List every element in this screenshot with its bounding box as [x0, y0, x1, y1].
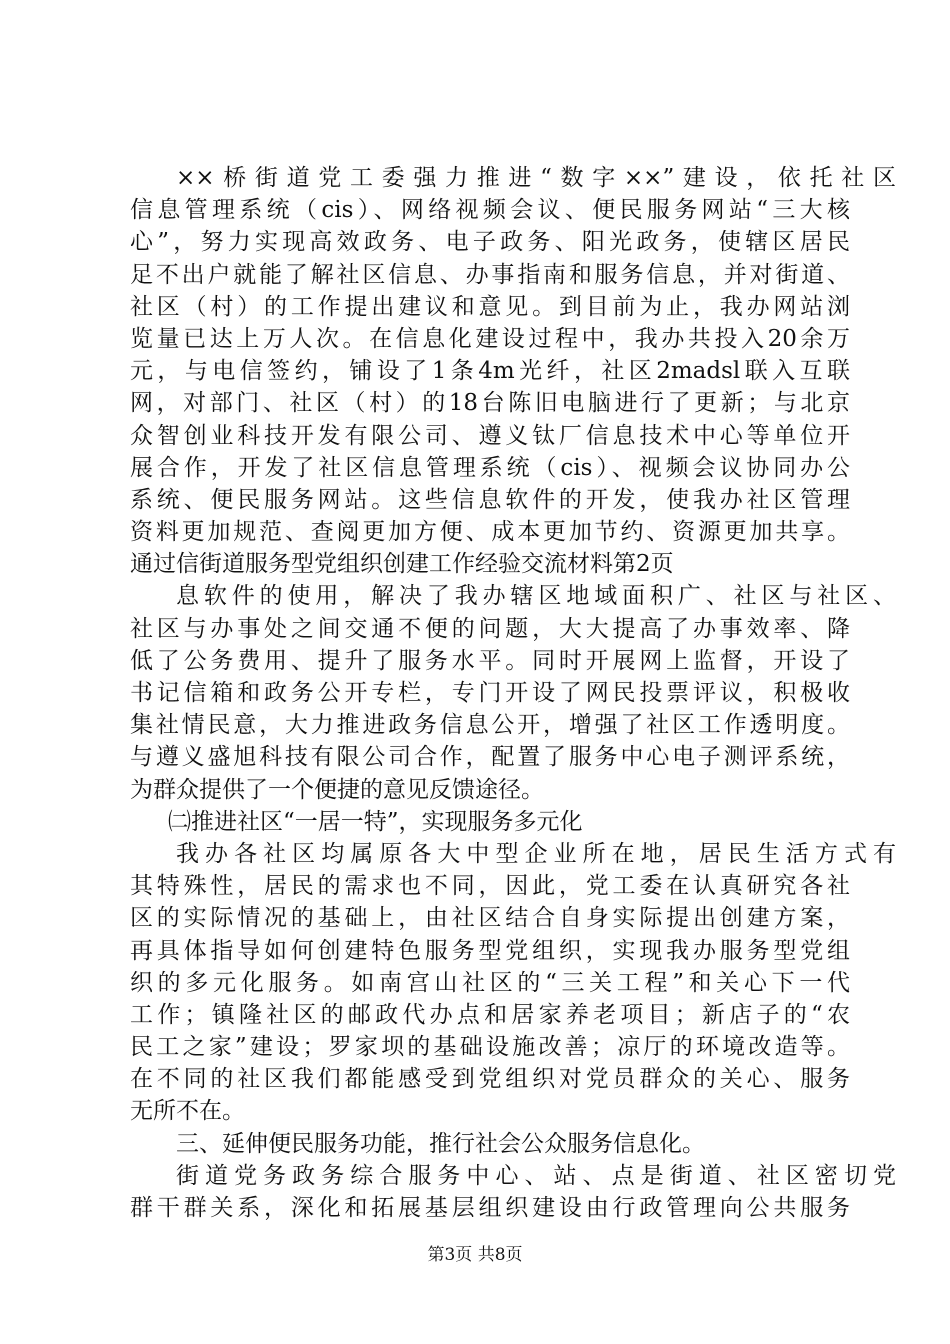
paragraph-line: 为群众提供了一个便捷的意见反馈途径。	[130, 776, 544, 803]
paragraph-line: ××桥街道党工委强力推进“数字××”建设，依托社区	[176, 165, 896, 191]
paragraph-line: 我办各社区均属原各大中型企业所在地，居民生活方式有	[176, 840, 896, 867]
section-heading: ㈡推进社区“一居一特”，实现服务多元化	[168, 808, 583, 835]
paragraph-line: 社区（村）的工作提出建议和意见。到目前为止，我办网站浏	[130, 293, 850, 320]
paragraph-line: 其特殊性，居民的需求也不同，因此，党工委在认真研究各社	[130, 873, 850, 900]
paragraph-line: 览量已达上万人次。在信息化建设过程中，我办共投入20余万	[130, 325, 850, 352]
paragraph-line: 织的多元化服务。如南宫山社区的“三关工程”和关心下一代	[130, 969, 850, 996]
paragraph-line: 系统、便民服务网站。这些信息软件的开发，使我办社区管理	[130, 486, 850, 513]
paragraph-line: 众智创业科技开发有限公司、遵义钛厂信息技术中心等单位开	[130, 422, 850, 449]
document-body	[130, 162, 896, 1224]
paragraph-line: 心”，努力实现高效政务、电子政务、阳光政务，使辖区居民	[130, 229, 850, 256]
paragraph-line: 工作；镇隆社区的邮政代办点和居家养老项目；新店子的“农	[130, 1001, 850, 1028]
paragraph-line: 网，对部门、社区（村）的18台陈旧电脑进行了更新；与北京	[130, 390, 850, 417]
page-footer	[0, 1244, 950, 1266]
paragraph-line: 低了公务费用、提升了服务水平。同时开展网上监督，开设了	[130, 647, 850, 674]
page-number: 第3页 共8页	[427, 1245, 523, 1265]
paragraph-line: 信息管理系统（cis）、网络视频会议、便民服务网站“三大核	[130, 197, 850, 224]
page-break-caption: 通过信街道服务型党组织创建工作经验交流材料第2页	[130, 551, 674, 578]
paragraph-line: 书记信箱和政务公开专栏，专门开设了网民投票评议，积极收	[130, 680, 850, 706]
paragraph-line: 足不出户就能了解社区信息、办事指南和服务信息，并对街道、	[130, 261, 850, 288]
paragraph-line: 元，与电信签约，铺设了1条4m光纤，社区2madsl联入互联	[130, 358, 850, 385]
paragraph-line: 民工之家”建设；罗家坝的基础设施改善；凉厅的环境改造等。	[130, 1034, 850, 1061]
paragraph-line: 与遵义盛旭科技有限公司合作，配置了服务中心电子测评系统，	[130, 744, 850, 771]
paragraph-line: 社区与办事处之间交通不便的问题，大大提高了办事效率、降	[130, 615, 850, 642]
paragraph-line: 群干群关系，深化和拓展基层组织建设由行政管理向公共服务	[130, 1195, 850, 1221]
paragraph-line: 资料更加规范、查阅更加方便、成本更加节约、资源更加共享。	[130, 519, 850, 546]
paragraph-line: 展合作，开发了社区信息管理系统（cis）、视频会议协同办公	[130, 454, 850, 481]
paragraph-line: 区的实际情况的基础上，由社区结合自身实际提出创建方案，	[130, 905, 850, 932]
paragraph-line: 在不同的社区我们都能感受到党组织对党员群众的关心、服务	[130, 1066, 850, 1093]
paragraph-line: 息软件的使用，解决了我办辖区地域面积广、社区与社区、	[176, 583, 896, 610]
paragraph-line: 集社情民意，大力推进政务信息公开，增强了社区工作透明度。	[130, 712, 850, 739]
section-heading: 三、延伸便民服务功能，推行社会公众服务信息化。	[176, 1130, 705, 1157]
paragraph-line: 无所不在。	[130, 1098, 245, 1125]
paragraph-line: 街道党务政务综合服务中心、站、点是街道、社区密切党	[176, 1162, 896, 1189]
paragraph-line: 再具体指导如何创建特色服务型党组织，实现我办服务型党组	[130, 937, 850, 964]
